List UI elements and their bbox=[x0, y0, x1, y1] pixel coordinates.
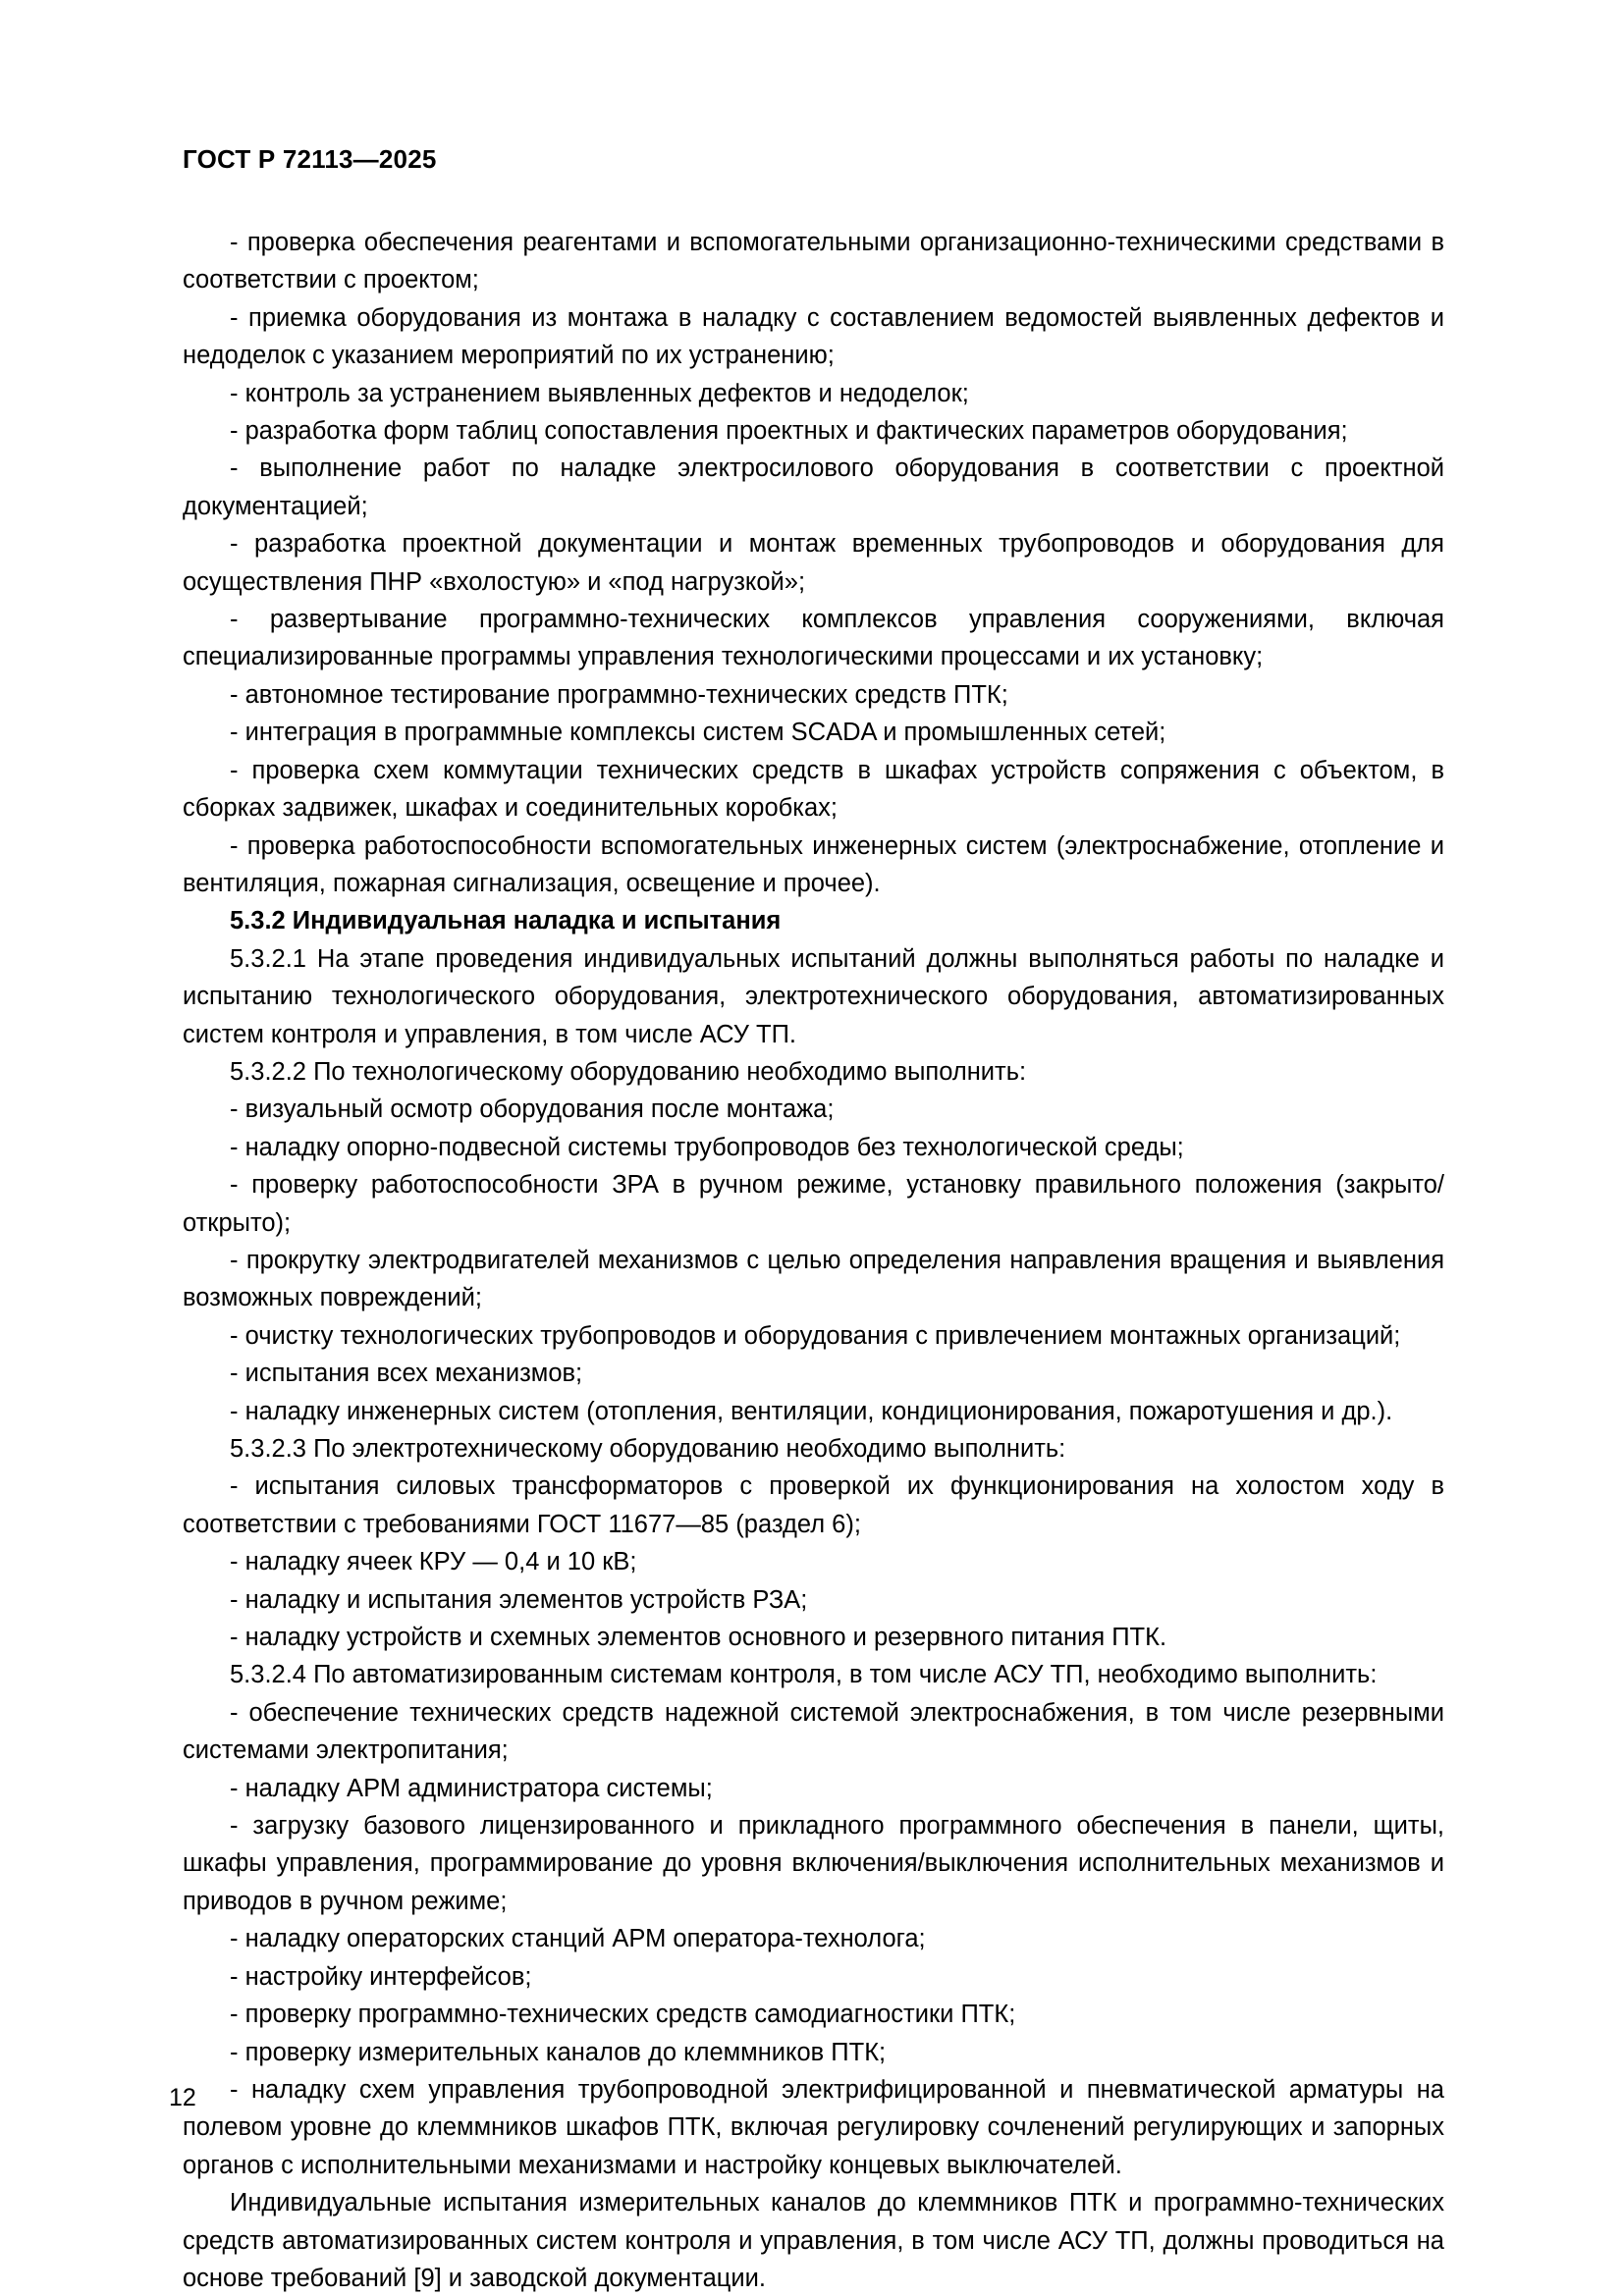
clause-5-3-2-2: 5.3.2.2 По технологическому оборудованию необходимо выполнить: bbox=[230, 1057, 1027, 1086]
list-item: - настройку интерфейсов; bbox=[230, 1962, 532, 1991]
list-item: - развертывание программно-технических комплексов управления сооружениями, включая специализированные программы управления технологическими процессами и их установку; bbox=[183, 606, 1444, 671]
list-item: - разработка проектной документации и монтаж временных трубопроводов и оборудования для осуществления ПНР «вхолостую» и «под нагрузкой»; bbox=[183, 530, 1444, 596]
list-item: - наладку и испытания элементов устройств РЗА; bbox=[230, 1585, 808, 1614]
list-item: - прокрутку электродвигателей механизмов с целью определения направления вращения и выявления возможных повреждений; bbox=[183, 1246, 1444, 1312]
clause-5-3-2-3: 5.3.2.3 По электротехническому оборудованию необходимо выполнить: bbox=[230, 1435, 1066, 1463]
list-item: - проверка схем коммутации технических средств в шкафах устройств сопряжения с объектом, в сборках задвижек, шкафах и соединительных коробках; bbox=[183, 756, 1444, 823]
list-item: - испытания силовых трансформаторов с проверкой их функционирования на холостом ходу в соответствии с требованиями ГОСТ 11677—85 (раздел 6); bbox=[183, 1472, 1444, 1538]
list-item: - наладку схем управления трубопроводной электрифицированной и пневматической арматуры на полевом уровне до клеммников шкафов ПТК, включая регулировку сочленений регулирующих и запорных органов с исполнительными механизмами и настройку концевых выключателей. bbox=[183, 2075, 1444, 2179]
list-item: - наладку ячеек КРУ — 0,4 и 10 кВ; bbox=[230, 1548, 637, 1576]
list-item: - контроль за устранением выявленных дефектов и недоделок; bbox=[230, 379, 969, 407]
list-item: - разработка форм таблиц сопоставления проектных и фактических параметров оборудования; bbox=[230, 417, 1348, 446]
document-body bbox=[183, 224, 1444, 2296]
list-item: - приемка оборудования из монтажа в наладку с составлением ведомостей выявленных дефектов и недоделок с указанием мероприятий по их устранению; bbox=[183, 303, 1444, 370]
list-item: - наладку АРМ администратора системы; bbox=[230, 1774, 713, 1802]
list-item: - наладку операторских станций АРМ оператора-технолога; bbox=[230, 1925, 926, 1953]
list-item: - наладку устройств и схемных элементов основного и резервного питания ПТК. bbox=[230, 1624, 1167, 1652]
list-item: - обеспечение технических средств надежной системой электроснабжения, в том числе резервными системами электропитания; bbox=[183, 1698, 1444, 1765]
list-item: - наладку опорно-подвесной системы трубопроводов без технологической среды; bbox=[230, 1133, 1184, 1161]
section-heading-5-3-2: 5.3.2 Индивидуальная наладка и испытания bbox=[230, 907, 782, 935]
list-item: - проверку работоспособности ЗРА в ручном режиме, установку правильного положения (закрыто/открыто); bbox=[183, 1171, 1444, 1237]
list-item: - визуальный осмотр оборудования после монтажа; bbox=[230, 1095, 835, 1124]
list-item: - испытания всех механизмов; bbox=[230, 1360, 583, 1388]
closing-paragraph: Индивидуальные испытания измерительных каналов до клеммников ПТК и программно-технических средств автоматизированных систем контроля и управления, в том числе АСУ ТП, должны проводиться на основе требований [9] и заводской документации. bbox=[183, 2189, 1444, 2292]
clause-5-3-2-4: 5.3.2.4 По автоматизированным системам контроля, в том числе АСУ ТП, необходимо выполнить: bbox=[230, 1661, 1378, 1689]
list-item: - проверку измерительных каналов до клеммников ПТК; bbox=[230, 2038, 887, 2066]
list-item: - автономное тестирование программно-технических средств ПТК; bbox=[230, 680, 1008, 709]
list-item: - очистку технологических трубопроводов и оборудования с привлечением монтажных организаций; bbox=[230, 1321, 1401, 1350]
clause-5-3-2-1: 5.3.2.1 На этапе проведения индивидуальных испытаний должны выполняться работы по наладке и испытанию технологического оборудования, электротехнического оборудования, автоматизированных систем контроля и управления, в том числе АСУ ТП. bbox=[183, 944, 1444, 1048]
page-header-standard-number: ГОСТ Р 72113—2025 bbox=[183, 144, 437, 174]
page-number: 12 bbox=[169, 2084, 196, 2111]
list-item: - проверка обеспечения реагентами и вспомогательными организационно-техническими средствами в соответствии с проектом; bbox=[183, 229, 1444, 294]
list-item: - проверка работоспособности вспомогательных инженерных систем (электроснабжение, отопление и вентиляция, пожарная сигнализация, освещение и прочее). bbox=[183, 831, 1444, 897]
list-item: - наладку инженерных систем (отопления, вентиляции, кондиционирования, пожаротушения и др.). bbox=[230, 1397, 1393, 1425]
list-item: - интеграция в программные комплексы систем SCADA и промышленных сетей; bbox=[230, 719, 1166, 747]
list-item: - проверку программно-технических средств самодиагностики ПТК; bbox=[230, 2001, 1016, 2029]
list-item: - загрузку базового лицензированного и прикладного программного обеспечения в панели, щиты, шкафы управления, программирование до уровня включения/выключения исполнительных механизмов и приводов в ручном режиме; bbox=[183, 1812, 1444, 1915]
list-item: - выполнение работ по наладке электросилового оборудования в соответствии с проектной документацией; bbox=[183, 454, 1444, 520]
